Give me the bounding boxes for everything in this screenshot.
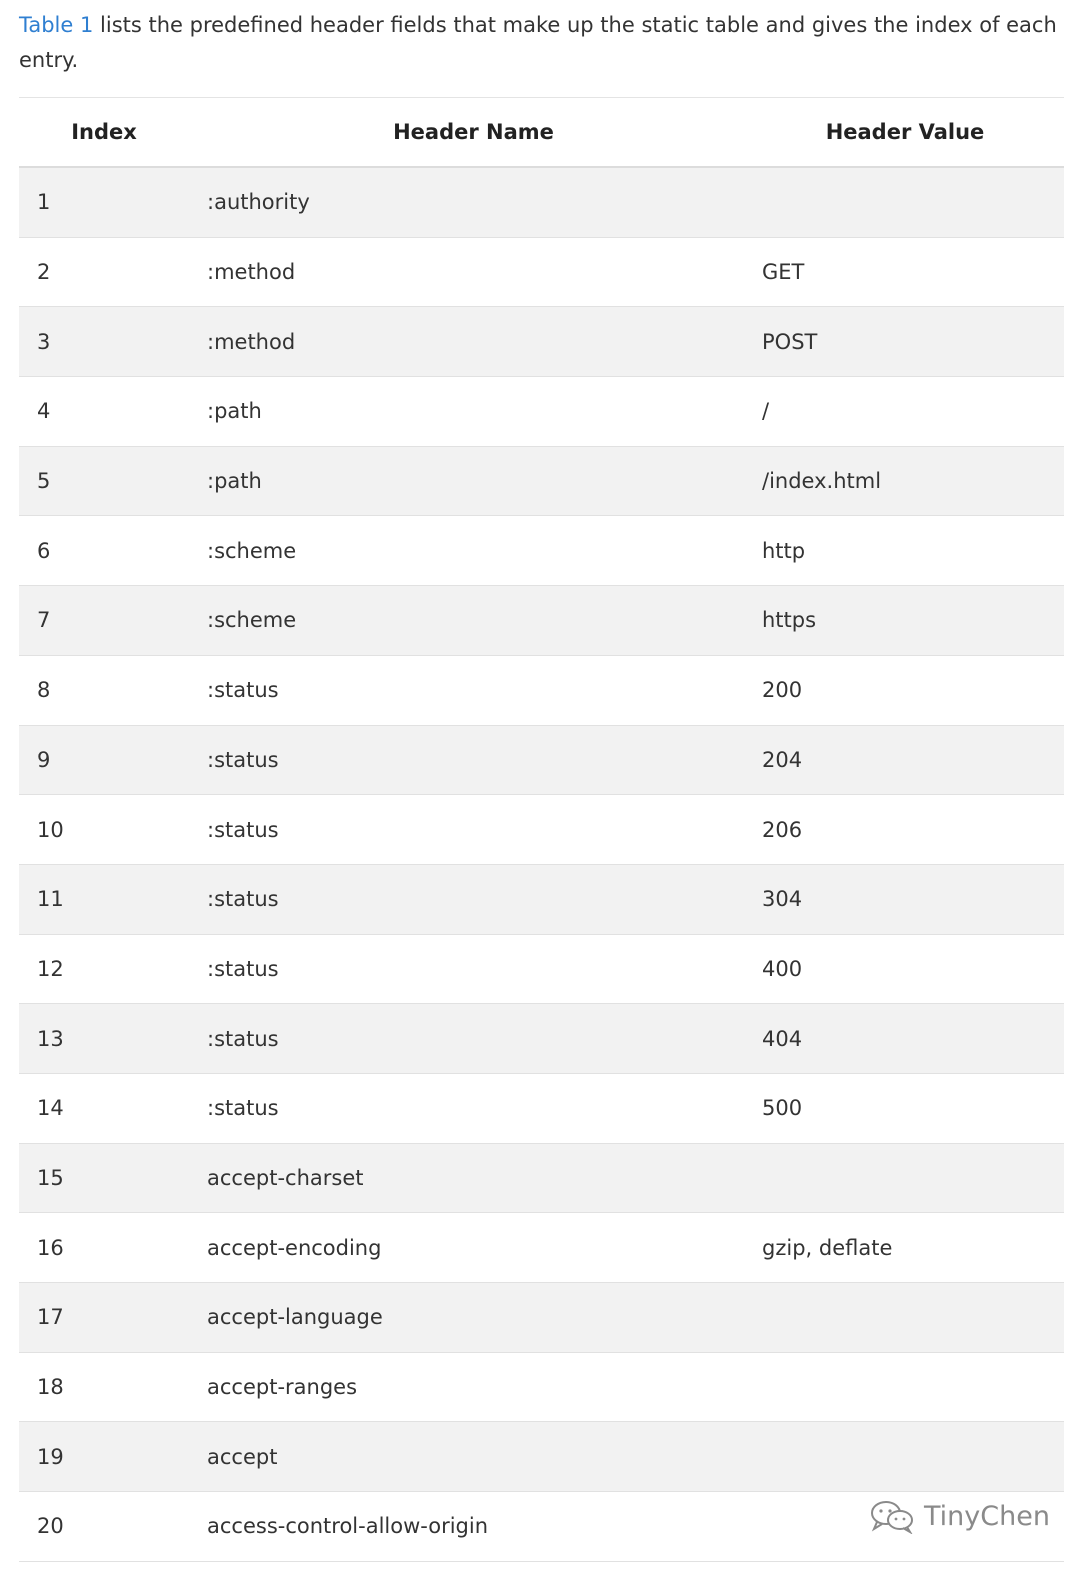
cell-header-value: 200 (762, 678, 803, 703)
watermark (868, 1498, 1050, 1534)
cell-header-value: 304 (762, 887, 803, 912)
cell-header-name: :status (207, 817, 279, 842)
cell-header-value: GET (762, 260, 805, 285)
cell-header-name: accept-encoding (207, 1235, 382, 1260)
table-row (19, 1283, 1064, 1353)
cell-header-name: :status (207, 678, 279, 703)
cell-index: 20 (37, 1514, 64, 1539)
table-row (19, 238, 1064, 308)
cell-header-name: :status (207, 747, 279, 772)
cell-index: 16 (37, 1235, 64, 1260)
table-header-row (19, 98, 1064, 168)
cell-header-name: accept-ranges (207, 1375, 358, 1400)
table-row (19, 586, 1064, 656)
table-row (19, 377, 1064, 447)
cell-header-value: 404 (762, 1026, 803, 1051)
table-row (19, 1213, 1064, 1283)
cell-index: 19 (37, 1444, 64, 1469)
cell-index: 1 (37, 190, 51, 215)
cell-index: 7 (37, 608, 51, 633)
cell-index: 8 (37, 678, 51, 703)
cell-index: 3 (37, 329, 51, 354)
header-value: Header Value (825, 120, 985, 144)
cell-header-name: :authority (207, 190, 310, 215)
cell-index: 15 (37, 1165, 64, 1190)
table-row (19, 1422, 1064, 1492)
table-row (19, 865, 1064, 935)
cell-header-value: / (762, 399, 770, 424)
cell-header-value: http (762, 538, 806, 563)
cell-header-value: 204 (762, 747, 803, 772)
cell-header-name: :scheme (207, 538, 297, 563)
header-index: Index (71, 120, 137, 144)
cell-index: 11 (37, 887, 64, 912)
cell-header-name: access-control-allow-origin (207, 1514, 489, 1539)
table-row (19, 795, 1064, 865)
cell-index: 2 (37, 260, 51, 285)
cell-header-name: :path (207, 469, 262, 494)
watermark-text: TinyChen (924, 1500, 1050, 1532)
table-row (19, 1144, 1064, 1214)
cell-index: 18 (37, 1375, 64, 1400)
cell-header-name: :status (207, 1096, 279, 1121)
cell-header-name: :method (207, 329, 296, 354)
cell-header-value: gzip, deflate (762, 1235, 893, 1260)
cell-header-name: :status (207, 1026, 279, 1051)
table-body (19, 168, 1064, 1562)
cell-header-name: accept-language (207, 1305, 383, 1330)
intro-paragraph (19, 8, 1064, 78)
table-row (19, 168, 1064, 238)
cell-index: 13 (37, 1026, 64, 1051)
static-table (19, 97, 1064, 1562)
cell-header-name: :method (207, 260, 296, 285)
cell-header-value: 400 (762, 956, 803, 981)
cell-header-name: :status (207, 956, 279, 981)
table-row (19, 935, 1064, 1005)
wechat-icon (868, 1498, 916, 1534)
table-row (19, 726, 1064, 796)
cell-index: 17 (37, 1305, 64, 1330)
cell-index: 10 (37, 817, 64, 842)
table-row (19, 307, 1064, 377)
table-row (19, 447, 1064, 517)
cell-index: 9 (37, 747, 51, 772)
table-row (19, 1004, 1064, 1074)
header-name: Header Name (393, 120, 554, 144)
cell-header-value: 500 (762, 1096, 803, 1121)
table-row (19, 516, 1064, 586)
cell-header-name: :scheme (207, 608, 297, 633)
cell-header-value: POST (762, 329, 818, 354)
cell-header-name: :status (207, 887, 279, 912)
cell-index: 5 (37, 469, 51, 494)
table-row (19, 1074, 1064, 1144)
table-link[interactable]: Table 1 (19, 13, 94, 37)
cell-header-value: /index.html (762, 469, 882, 494)
intro-text: lists the predefined header fields that make up the static table and gives the index of each entry. (19, 13, 1057, 72)
cell-index: 4 (37, 399, 51, 424)
cell-header-value: https (762, 608, 817, 633)
cell-header-name: :path (207, 399, 262, 424)
table-row (19, 1353, 1064, 1423)
cell-index: 6 (37, 538, 51, 563)
cell-header-name: accept-charset (207, 1165, 364, 1190)
cell-header-value: 206 (762, 817, 803, 842)
cell-index: 12 (37, 956, 64, 981)
cell-header-name: accept (207, 1444, 278, 1469)
table-row (19, 656, 1064, 726)
cell-index: 14 (37, 1096, 64, 1121)
